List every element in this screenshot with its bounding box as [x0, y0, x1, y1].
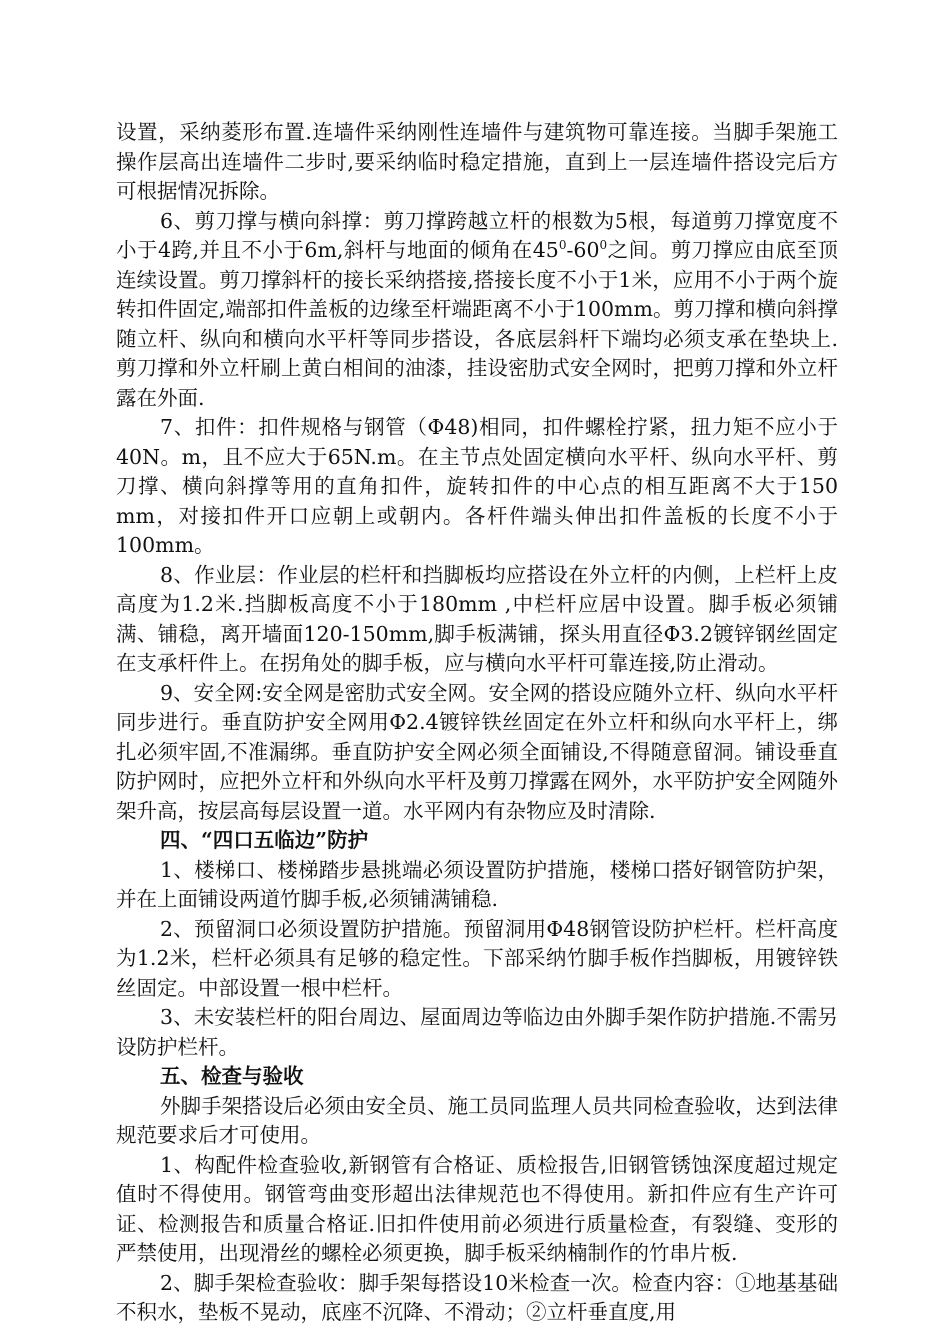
section-heading-5: 五、检查与验收 — [160, 1064, 304, 1088]
paragraph-item-7-fasteners: 7、扣件：扣件规格与钢管（Φ48)相同，扣件螺栓拧紧，扭力矩不应小于40N。m，且不应大于65N.m。在主节点处固定横向水平杆、纵向水平杆、剪刀撑、横向斜撑等用的直角扣件，旋转扣件的中心点的相互距离不大于150 mm，对接扣件开口应朝上或朝内。各杆件端头伸出扣件盖板的长度不小于100mm。 — [116, 415, 838, 557]
paragraph-stair-opening: 1、楼梯口、楼梯踏步悬挑端必须设置防护措施，楼梯口搭好钢管防护架，并在上面铺设两道竹脚手板,必须铺满铺稳. — [116, 857, 838, 911]
paragraph-item-8-working-layer: 8、作业层：作业层的栏杆和挡脚板均应搭设在外立杆的内侧，上栏杆上皮高度为1.2米.挡脚板高度不小于180mm ,中栏杆应居中设置。脚手板必须铺满、铺稳，离开墙面120-150mm,脚手板满铺，探头用直径Φ3.2镀锌钢丝固定在支承杆件上。在拐角处的脚手板，应与横向水平杆可靠连接,防止滑动。 — [116, 562, 838, 675]
paragraph-text: 6、剪刀撑与横向斜撑：剪刀撑跨越立杆的根数为5根，每道剪刀撑宽度不小于4跨,并且不小于6m,斜杆与地面的倾角在45 — [116, 208, 838, 262]
section-heading-4: 四、“四口五临边”防护 — [160, 828, 369, 852]
paragraph-text: 之间。剪刀撑应由底至顶连续设置。剪刀撑斜杆的接长采纳搭接,搭接长度不小于1米，应用不小于两个旋转扣件固定,端部扣件盖板的边缘至杆端距离不小于100mm。剪刀撑和横向斜撑随立杆、纵向和横向水平杆等同步搭设，各底层斜杆下端均必须支承在垫块上.剪刀撑和外立杆刷上黄白相间的油漆，挂设密肋式安全网时，把剪刀撑和外立杆露在外面. — [116, 238, 838, 410]
paragraph-components-inspection: 1、构配件检查验收,新钢管有合格证、质检报告,旧钢管锈蚀深度超过规定值时不得使用。钢管弯曲变形超出法律规范也不得使用。新扣件应有生产许可证、检测报告和质量合格证.旧扣件使用前必须进行质量检查，有裂缝、变形的严禁使用，出现滑丝的螺栓必须更换，脚手板采纳楠制作的竹串片板. — [116, 1152, 838, 1265]
paragraph-text: -60 — [566, 238, 600, 262]
paragraph-item-6-scissor-brace — [116, 207, 838, 414]
paragraph-item-9-safety-net: 9、安全网:安全网是密肋式安全网。安全网的搭设应随外立杆、纵向水平杆同步进行。垂直防护安全网用Φ2.4镀锌铁丝固定在外立杆和纵向水平杆上，绑扎必须牢固,不准漏绑。垂直防护安全网必须全面铺设,不得随意留洞。铺设垂直防护网时，应把外立杆和外纵向水平杆及剪刀撑露在网外，水平防护安全网随外架升高，按层高每层设置一道。水平网内有杂物应及时清除. — [116, 680, 838, 823]
paragraph-acceptance-intro: 外脚手架搭设后必须由安全员、施工员同监理人员共同检查验收，达到法律规范要求后才可使用。 — [116, 1093, 838, 1147]
paragraph-continuation: 设置，采纳菱形布置.连墙件采纳刚性连墙件与建筑物可靠连接。当脚手架施工操作层高出连墙件二步时,要采纳临时稳定措施，直到上一层连墙件搭设完后方可根据情况拆除。 — [116, 120, 838, 203]
superscript-degree: 0 — [558, 238, 567, 253]
paragraph-balcony-edge: 3、未安装栏杆的阳台周边、屋面周边等临边由外脚手架作防护措施.不需另设防护栏杆。 — [116, 1005, 838, 1059]
paragraph-scaffold-inspection: 2、脚手架检查验收：脚手架每搭设10米检查一次。检查内容：①地基基础不积水，垫板不晃动，底座不沉降、不滑动；②立杆垂直度,用 — [116, 1270, 838, 1324]
superscript-degree: 0 — [599, 238, 608, 253]
document-page — [116, 118, 838, 1328]
paragraph-reserved-hole: 2、预留洞口必须设置防护措施。预留洞用Φ48钢管设防护栏杆。栏杆高度为1.2米，栏杆必须具有足够的稳定性。下部采纳竹脚手板作挡脚板，用镀锌铁丝固定。中部设置一根中栏杆。 — [116, 916, 838, 1000]
